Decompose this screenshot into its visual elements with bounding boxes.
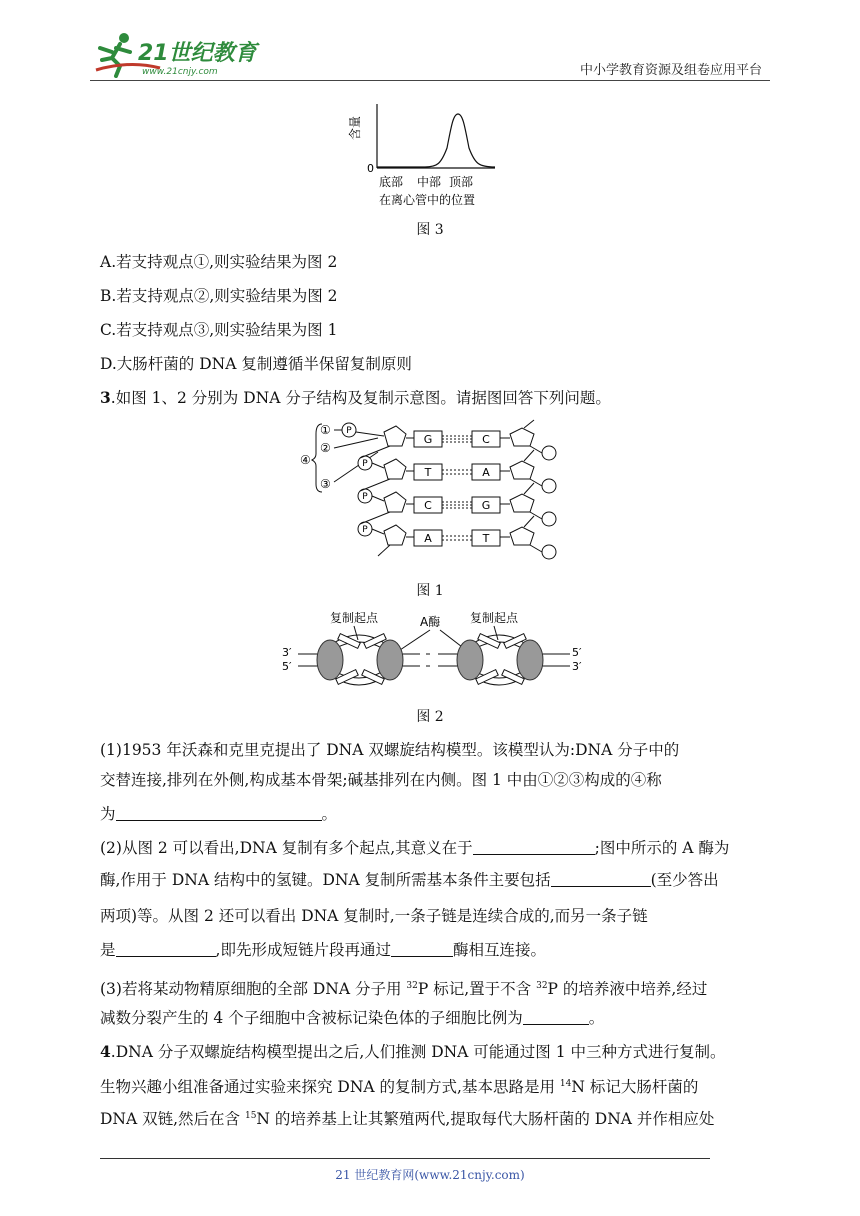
footer-text[interactable]: 21 世纪教育网(www.21cnjy.com) — [335, 1168, 525, 1182]
logo — [90, 30, 270, 78]
q3-p2-text-e: 是 — [100, 941, 116, 959]
fig1-p-2: P — [362, 459, 368, 469]
figure-2-replication — [280, 608, 590, 704]
q3-p1-line1: (1)1953 年沃森和克里克提出了 DNA 双螺旋结构模型。该模型认为:DNA 分子中的 — [100, 741, 680, 759]
deoxyribose-right-2 — [510, 461, 534, 479]
fig3-tick-top: 顶部 — [448, 175, 474, 189]
q3-p3-text-d: 减数分裂产生的 4 个子细胞中含被标记染色体的子细胞比例为 — [100, 1009, 523, 1027]
option-b: B.若支持观点②,则实验结果为图 2 — [100, 287, 338, 305]
q3-p3-text-e: 。 — [588, 1009, 605, 1027]
q3-stem-text: .如图 1、2 分别为 DNA 分子结构及复制示意图。请据图回答下列问题。 — [110, 389, 611, 407]
answer-blank-significance[interactable] — [473, 838, 595, 855]
figure-3-graph — [345, 98, 515, 210]
fig2-right-end-bottom: 3′ — [572, 660, 582, 673]
fig3-caption: 图 3 — [416, 222, 444, 238]
option-a: A.若支持观点①,则实验结果为图 2 — [100, 253, 338, 271]
fig1-label-4: ④ — [300, 453, 311, 467]
q3-p2-text-f: ,即先形成短链片段再通过 — [215, 941, 391, 959]
fig1-label-3: ③ — [320, 477, 331, 491]
fig1-base-right-1: C — [482, 433, 490, 446]
q3-p3-text-a: (3)若将某动物精原细胞的全部 DNA 分子用 — [100, 980, 407, 999]
page-header — [90, 28, 770, 84]
q3-p2-line3: 两项)等。从图 2 还可以看出 DNA 复制时,一条子链是连续合成的,而另一条子链 — [100, 907, 648, 925]
q3-p2-text-g: 酶相互连接。 — [452, 941, 546, 959]
fig3-origin: 0 — [367, 162, 374, 175]
q3-p1-line3 — [100, 802, 337, 826]
q3-p3-sup-2: 32 — [536, 981, 548, 991]
q3-p2-line2 — [100, 868, 719, 892]
fig1-p-4: P — [362, 525, 368, 535]
deoxyribose-left-2 — [384, 459, 406, 479]
fig1-base-right-3: G — [481, 499, 491, 512]
q4-text-2b: N 标记大肠杆菌的 — [571, 1078, 699, 1097]
fig1-label-2: ② — [320, 441, 331, 455]
q3-p2-text-d: (至少答出 — [650, 871, 719, 889]
fig1-base-left-1: G — [423, 433, 433, 446]
fig1-base-left-4: A — [424, 532, 432, 545]
fig2-enzyme-3 — [457, 640, 483, 680]
option-d: D.大肠杆菌的 DNA 复制遵循半保留复制原则 — [100, 355, 412, 373]
fig2-right-end-top: 5′ — [572, 646, 582, 659]
q3-p3-line2 — [100, 1006, 604, 1030]
q3-p2-line1 — [100, 836, 729, 860]
phosphate-right-1 — [542, 446, 556, 460]
q4-text-2a: 生物兴趣小组准备通过实验来探究 DNA 的复制方式,基本思路是用 — [100, 1078, 560, 1097]
q3-p3-text-b: P 标记,置于不含 — [417, 980, 537, 999]
option-c: C.若支持观点③,则实验结果为图 1 — [100, 321, 338, 339]
q4-number: 4 — [100, 1042, 111, 1061]
deoxyribose-left-3 — [384, 492, 406, 512]
figure-1-dna-structure — [298, 418, 568, 568]
fig1-base-left-2: T — [424, 466, 432, 479]
fig1-label-1: ① — [320, 423, 331, 437]
fig1-p-1: P — [346, 426, 352, 436]
fig1-p-3: P — [362, 492, 368, 502]
logo-url-text: www.21cnjy.com — [142, 67, 218, 77]
deoxyribose-right-3 — [510, 494, 534, 512]
q4-text-3a: DNA 双链,然后在含 — [100, 1110, 245, 1129]
fig3-curve — [377, 114, 495, 167]
footer-divider — [100, 1158, 710, 1159]
fig3-x-label: 在离心管中的位置 — [378, 193, 476, 207]
q4-line2 — [100, 1072, 698, 1099]
answer-blank-ratio[interactable] — [523, 1008, 589, 1025]
q3-p3-sup-1: 32 — [406, 981, 418, 991]
q4-text-3b: N 的培养基上让其繁殖两代,提取每代大肠杆菌的 DNA 并作相应处 — [256, 1110, 715, 1129]
fig3-tick-middle: 中部 — [416, 175, 442, 189]
q3-number: 3 — [100, 388, 111, 407]
fig2-origin-label-left: 复制起点 — [330, 611, 379, 625]
q3-p1-text-b: 。 — [321, 805, 338, 823]
q4-line3 — [100, 1104, 714, 1131]
header-divider — [90, 80, 770, 81]
q3-p2-text-c: 酶,作用于 DNA 结构中的氢键。DNA 复制所需基本条件主要包括 — [100, 871, 551, 889]
fig3-y-label: 含量 — [348, 116, 362, 141]
q3-p1-line2: 交替连接,排列在外侧,构成基本骨架;碱基排列在内侧。图 1 中由①②③构成的④称 — [100, 771, 662, 789]
q3-p3-text-c: P 的培养液中培养,经过 — [547, 980, 708, 999]
deoxyribose-right-4 — [510, 527, 534, 545]
fig3-tick-bottom: 底部 — [378, 175, 404, 189]
phosphate-right-3 — [542, 512, 556, 526]
deoxyribose-right-1 — [510, 428, 534, 446]
phosphate-right-2 — [542, 479, 556, 493]
fig2-enzyme-2 — [377, 640, 403, 680]
answer-blank-structure[interactable] — [116, 804, 322, 821]
fig2-enzyme-1 — [317, 640, 343, 680]
fig2-origin-label-right: 复制起点 — [470, 611, 519, 625]
q3-stem — [100, 386, 611, 410]
q3-p2-text-a: (2)从图 2 可以看出,DNA 复制有多个起点,其意义在于 — [100, 839, 473, 857]
q4-sup-1: 14 — [559, 1079, 572, 1089]
q3-p3-line1 — [100, 974, 707, 1001]
phosphate-right-4 — [542, 545, 556, 559]
answer-blank-conditions[interactable] — [551, 870, 651, 887]
fig1-base-left-3: C — [424, 499, 432, 512]
q3-p2-line4 — [100, 938, 546, 962]
q4-sup-2: 15 — [244, 1111, 257, 1121]
q3-p2-text-b: ;图中所示的 A 酶为 — [594, 839, 730, 857]
fig2-caption: 图 2 — [416, 709, 444, 725]
fig2-left-end-bottom: 5′ — [282, 660, 292, 673]
fig2-enzyme-label: A酶 — [420, 615, 441, 629]
logo-main-text: 21世纪教育 — [138, 41, 257, 66]
fig1-caption: 图 1 — [416, 583, 444, 599]
deoxyribose-left-1 — [384, 426, 406, 446]
q3-p1-text-a: 为 — [100, 805, 116, 823]
deoxyribose-left-4 — [384, 525, 406, 545]
answer-blank-strand-type[interactable] — [116, 940, 216, 957]
q4-text-1: .DNA 分子双螺旋结构模型提出之后,人们推测 DNA 可能通过图 1 中三种方式进行复制。 — [110, 1043, 726, 1061]
fig2-left-end-top: 3′ — [282, 646, 292, 659]
fig1-base-right-2: A — [482, 466, 490, 479]
fig1-base-right-4: T — [482, 532, 490, 545]
q4-line1 — [100, 1040, 726, 1064]
answer-blank-enzyme[interactable] — [391, 940, 453, 957]
fig2-enzyme-4 — [517, 640, 543, 680]
header-platform-text: 中小学教育资源及组卷应用平台 — [579, 63, 762, 78]
